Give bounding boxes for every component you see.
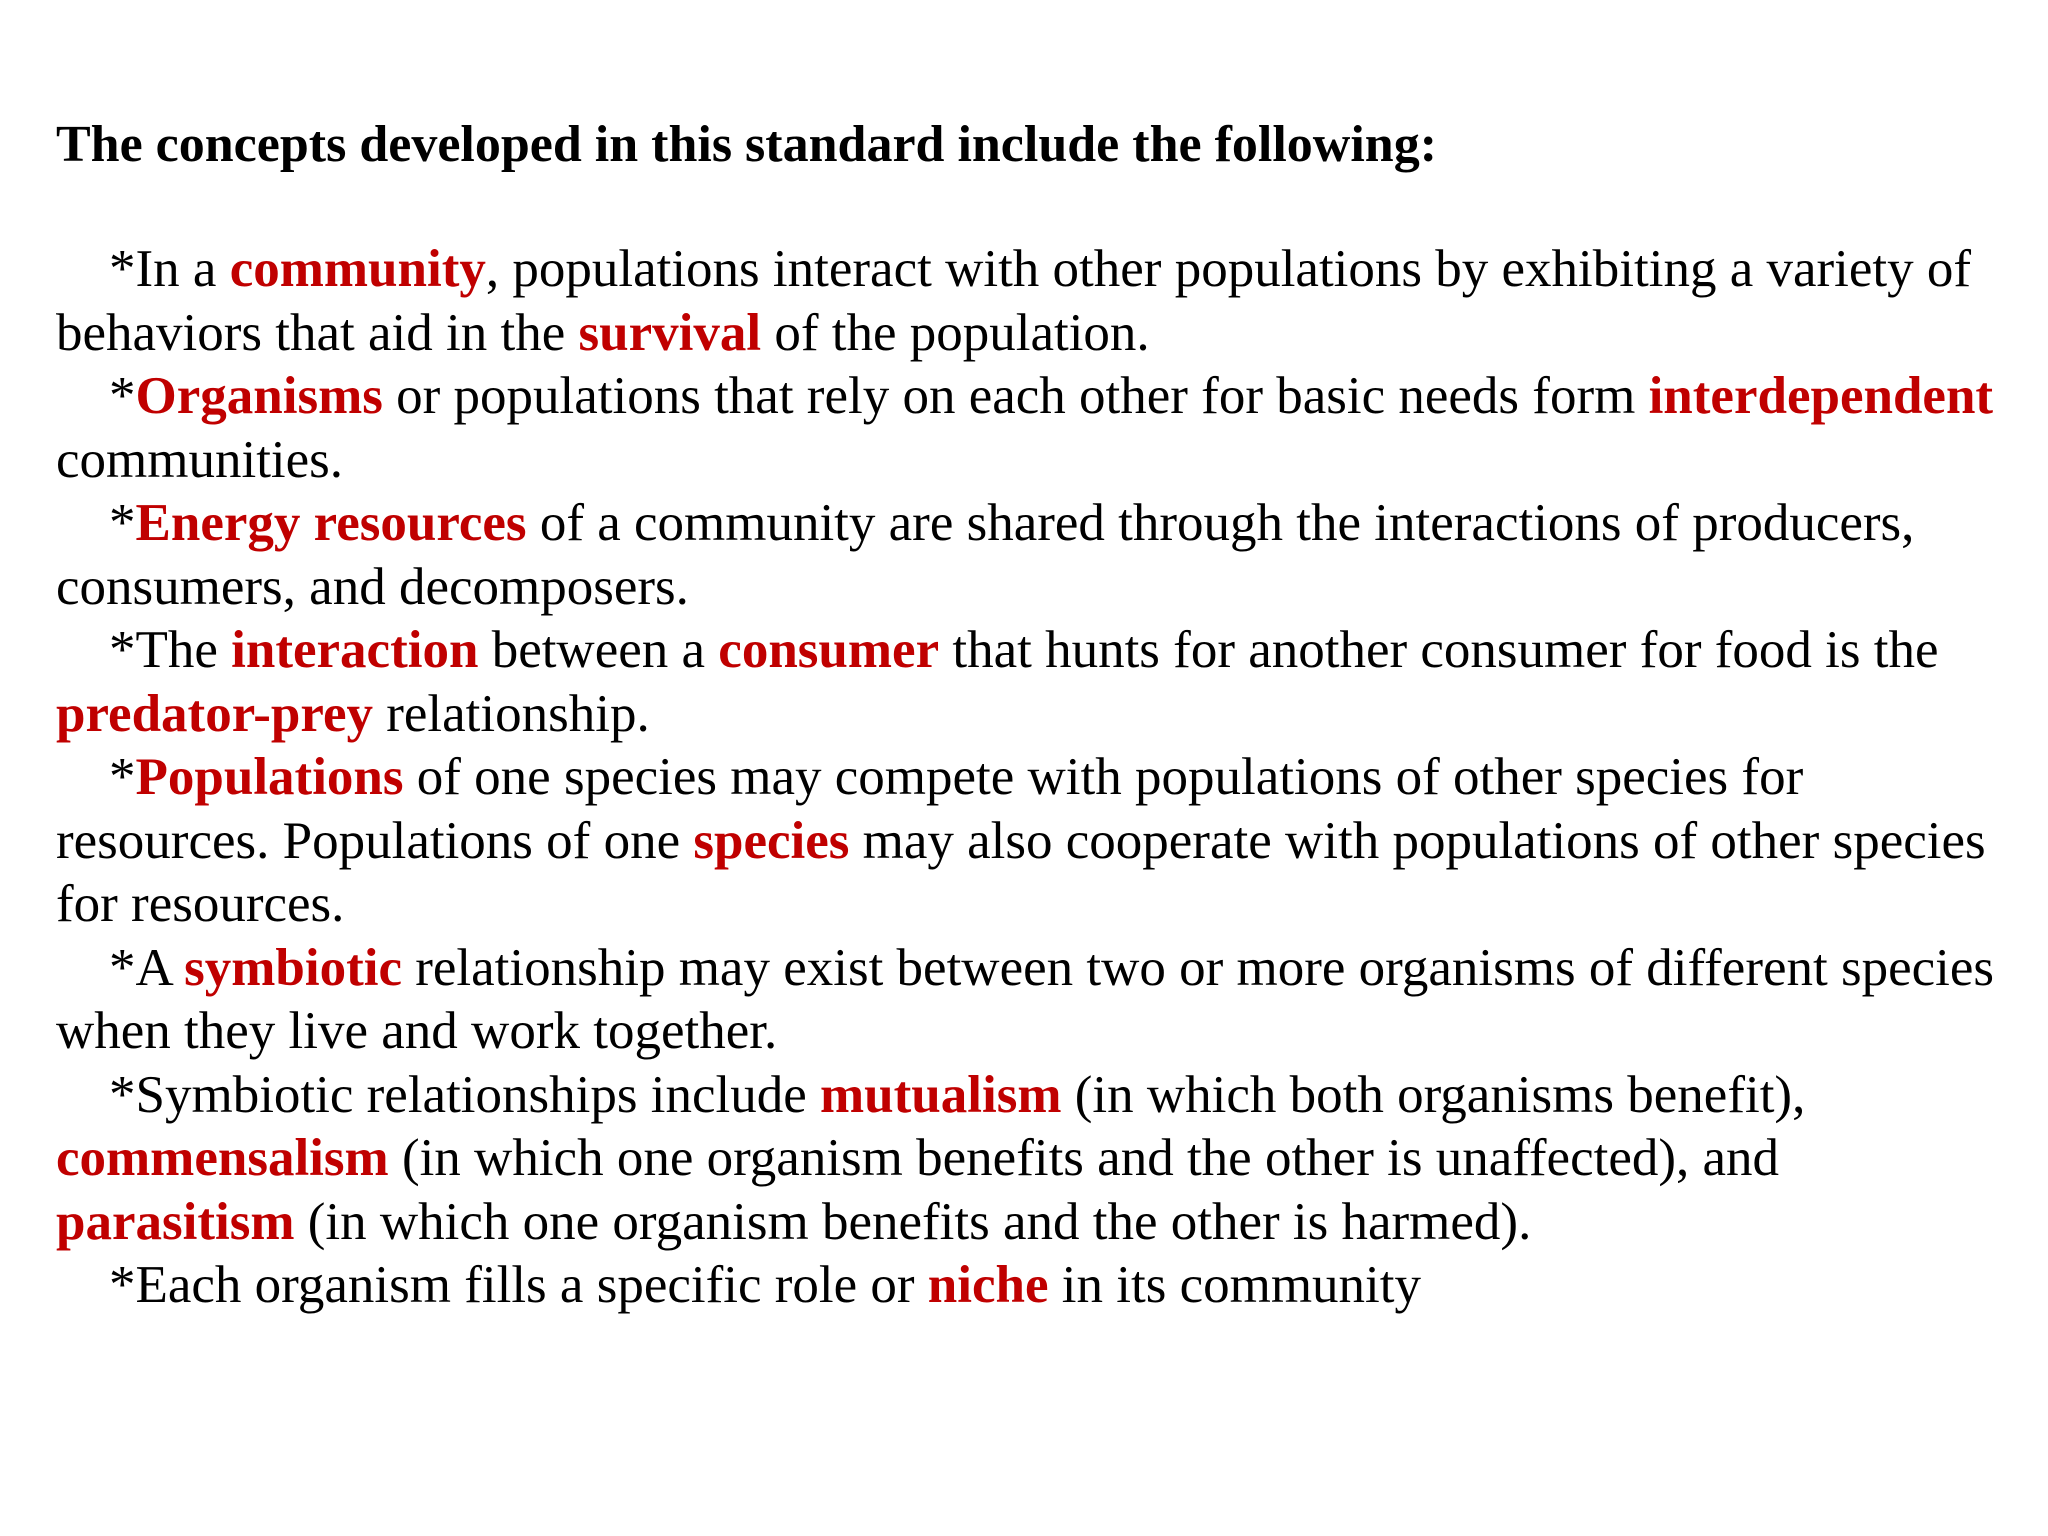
concept-text: between a: [478, 621, 719, 679]
slide-heading: The concepts developed in this standard include the following:: [56, 116, 1438, 173]
concept-text: *The: [109, 621, 232, 679]
key-term: interdependent: [1648, 367, 1994, 425]
concept-text: may also cooperate with populations of other species for resources.: [56, 811, 1986, 933]
concept-item: [56, 365, 2006, 492]
concept-text: of one species may compete with populations of other species for resources. Populations of one: [56, 748, 1804, 870]
concept-item: [56, 1064, 2006, 1255]
key-term: species: [693, 811, 850, 870]
concept-text: *Symbiotic relationships include: [109, 1065, 820, 1124]
concept-item: [56, 619, 2006, 746]
concept-text: of a community are shared through the interactions of producers, consumers, and decomposers.: [56, 494, 1915, 616]
concept-text: , populations interact with other populations by exhibiting a variety of behaviors that aid in the: [56, 240, 1972, 362]
key-term: Energy resources: [135, 494, 527, 552]
key-term: commensalism: [56, 1129, 389, 1187]
slide-content: [56, 110, 2006, 1318]
key-term: niche: [927, 1256, 1049, 1314]
concept-text: of the population.: [761, 303, 1150, 362]
concept-text: *: [109, 748, 136, 806]
concept-item: [56, 1254, 2006, 1318]
concept-item: [56, 492, 2006, 619]
concept-text: (in which both organisms benefit),: [1061, 1065, 1806, 1124]
key-term: Populations: [135, 748, 404, 806]
key-term: survival: [578, 303, 762, 362]
concept-text: that hunts for another consumer for food is the: [939, 621, 1939, 679]
concept-item: [56, 746, 2006, 937]
concept-text: *: [109, 367, 136, 425]
concept-item: [56, 238, 2006, 365]
concept-text: *: [109, 494, 136, 552]
concept-text: *Each organism fills a specific role or: [109, 1256, 928, 1314]
key-term: symbiotic: [184, 938, 402, 997]
concept-item: [56, 937, 2006, 1064]
key-term: mutualism: [820, 1065, 1062, 1124]
concept-text: *In a: [109, 240, 230, 298]
concept-text: relationship may exist between two or more organisms of different species when they live and work together.: [56, 938, 1995, 1060]
key-term: parasitism: [56, 1192, 295, 1251]
key-term: consumer: [718, 621, 940, 679]
key-term: Organisms: [135, 367, 383, 425]
key-term: community: [229, 240, 486, 298]
concept-list: [56, 238, 2006, 1318]
concept-text: communities.: [56, 430, 344, 489]
key-term: interaction: [231, 621, 479, 679]
concept-text: *A: [109, 938, 185, 997]
concept-text: (in which one organism benefits and the other is harmed).: [294, 1192, 1532, 1251]
key-term: predator-prey: [56, 684, 373, 743]
concept-text: relationship.: [372, 684, 650, 743]
concept-text: in its community: [1048, 1256, 1422, 1314]
concept-text: (in which one organism benefits and the other is unaffected), and: [388, 1129, 1780, 1187]
concept-text: or populations that rely on each other for basic needs form: [382, 367, 1649, 425]
